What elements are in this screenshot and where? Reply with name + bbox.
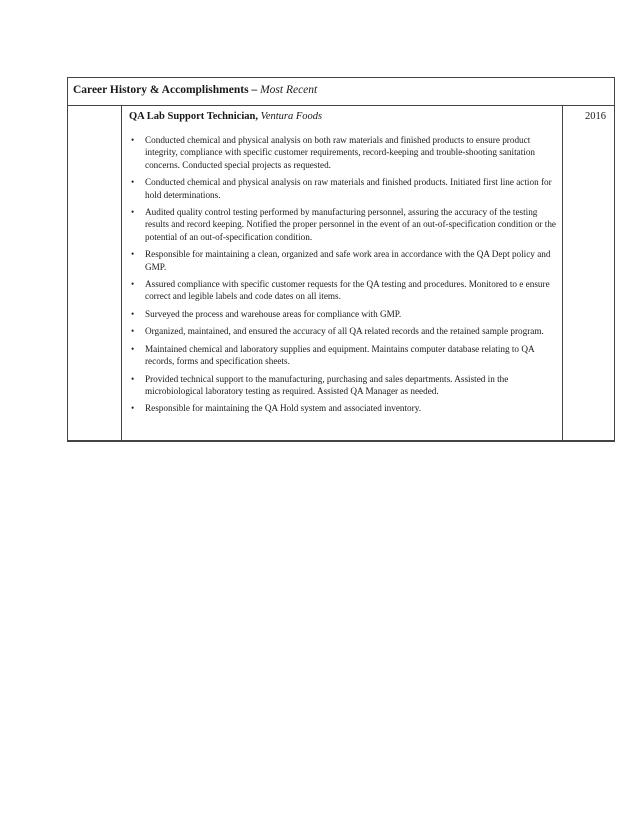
section-subtitle: Most Recent bbox=[260, 84, 318, 96]
duty-item bbox=[129, 176, 559, 201]
job-year: 2016 bbox=[585, 111, 606, 122]
career-history-table bbox=[67, 77, 615, 442]
bullet-dot-icon: • bbox=[131, 308, 135, 319]
table-bottom-rule bbox=[68, 440, 614, 441]
duty-text: Provided technical support to the manufacturing, purchasing and sales departments. Assisted in the microbiological laboratory testing as required. Assisted QA Manager as needed. bbox=[145, 373, 509, 396]
duty-item bbox=[129, 278, 559, 303]
duty-text: Conducted chemical and physical analysis on raw materials and finished products. Initiated first line action for hold determinations. bbox=[145, 177, 552, 200]
duty-item bbox=[129, 206, 559, 243]
duty-text: Responsible for maintaining a clean, organized and safe work area in accordance with the QA Dept policy and GMP. bbox=[145, 249, 551, 272]
job-entry bbox=[129, 111, 559, 420]
section-header bbox=[68, 78, 614, 106]
duty-text: Responsible for maintaining the QA Hold system and associated inventory. bbox=[145, 403, 422, 414]
bullet-dot-icon: • bbox=[131, 373, 135, 384]
duty-text: Conducted chemical and physical analysis on both raw materials and finished products to ensure product integrity, compliance with specific customer requirements, record-keeping and trouble-shooting sanitation concerns. Conducted special projects as requested. bbox=[145, 135, 536, 170]
duty-item bbox=[129, 343, 559, 368]
duty-item bbox=[129, 248, 559, 273]
bullet-dot-icon: • bbox=[131, 249, 135, 260]
duty-item bbox=[129, 325, 559, 337]
duty-text: Audited quality control testing performed by manufacturing personnel, assuring the accuracy of the testing results and record keeping. Notified the proper personnel in the event of an out-of-specification condition or the potential of an out-of-specification condition. bbox=[145, 207, 557, 242]
duty-item bbox=[129, 373, 559, 398]
duty-text: Maintained chemical and laboratory supplies and equipment. Maintains computer database relating to QA records, forms and specification sheets. bbox=[145, 343, 535, 367]
duties-list bbox=[129, 134, 559, 415]
duty-text: Surveyed the process and warehouse areas for compliance with GMP. bbox=[145, 308, 402, 319]
duty-item bbox=[129, 402, 559, 414]
bullet-dot-icon: • bbox=[131, 279, 135, 290]
bullet-dot-icon: • bbox=[131, 403, 135, 414]
bullet-dot-icon: • bbox=[131, 326, 135, 337]
duty-text: Organized, maintained, and ensured the accuracy of all QA related records and the retained sample program. bbox=[145, 326, 544, 337]
duty-item bbox=[129, 308, 559, 320]
job-title: QA Lab Support Technician, bbox=[129, 111, 258, 122]
date-column bbox=[562, 106, 614, 441]
duty-item bbox=[129, 134, 559, 171]
duty-text: Assured compliance with specific customer requests for the QA testing and procedures. Monitored to e ensure correct and legible labels and code dates on all items. bbox=[145, 279, 550, 302]
job-heading bbox=[129, 111, 559, 122]
bullet-dot-icon: • bbox=[131, 135, 135, 145]
bullet-dot-icon: • bbox=[131, 177, 135, 188]
bullet-dot-icon: • bbox=[131, 207, 135, 218]
left-margin-column bbox=[68, 106, 122, 441]
job-company: Ventura Foods bbox=[260, 111, 323, 122]
bullet-dot-icon: • bbox=[131, 343, 135, 354]
section-title bbox=[73, 84, 317, 96]
section-title-text: Career History & Accomplishments – bbox=[73, 84, 258, 96]
